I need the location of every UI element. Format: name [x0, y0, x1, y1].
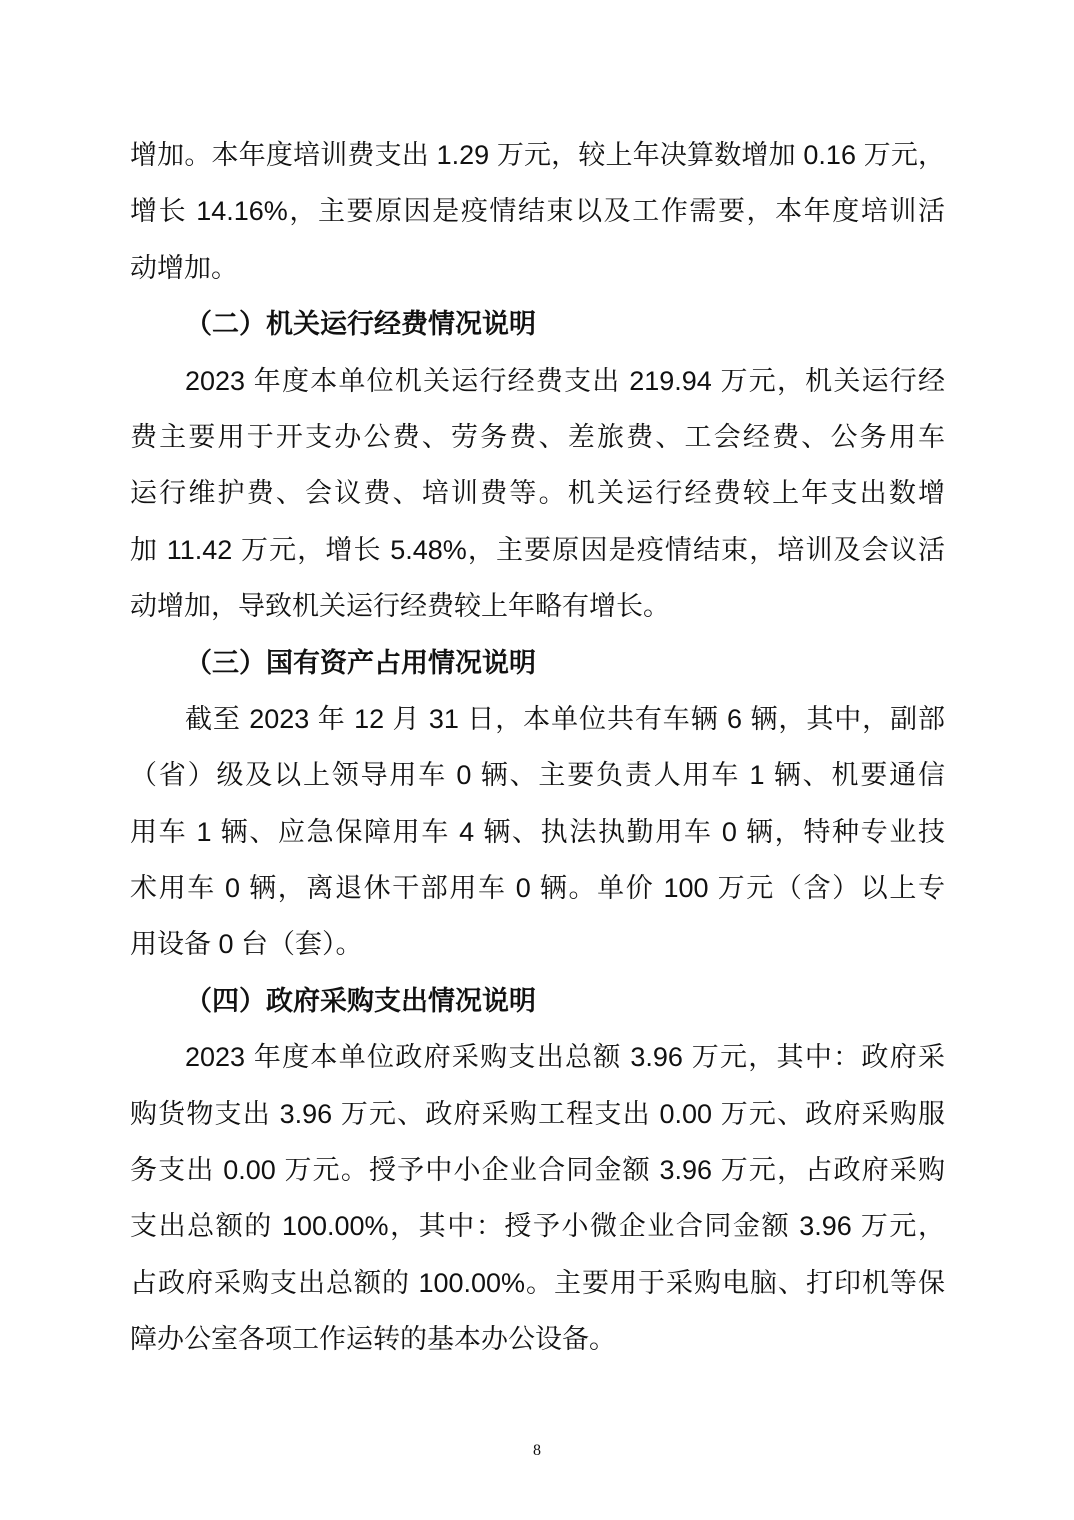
section-heading: （三）国有资产占用情况说明 — [185, 647, 536, 678]
text-line: 购货物支出 3.96 万元、政府采购工程支出 0.00 万元、政府采购服 — [130, 1098, 945, 1129]
text-line: 加 11.42 万元，增长 5.48%，主要原因是疫情结束，培训及会议活 — [130, 534, 945, 565]
section-heading: （四）政府采购支出情况说明 — [185, 985, 536, 1016]
text-line: 务支出 0.00 万元。授予中小企业合同金额 3.96 万元，占政府采购 — [130, 1155, 945, 1186]
text-line: 支出总额的 100.00%，其中：授予小微企业合同金额 3.96 万元， — [130, 1211, 945, 1242]
text-line: （省）级及以上领导用车 0 辆、主要负责人用车 1 辆、机要通信 — [130, 760, 945, 791]
text-line: 用车 1 辆、应急保障用车 4 辆、执法执勤用车 0 辆，特种专业技 — [130, 816, 945, 847]
text-line: 动增加。 — [130, 252, 238, 283]
text-line: 障办公室各项工作运转的基本办公设备。 — [130, 1324, 616, 1355]
text-line: 术用车 0 辆，离退休干部用车 0 辆。单价 100 万元（含）以上专 — [130, 873, 945, 904]
page-number: 8 — [533, 1442, 541, 1459]
text-line: 截至 2023 年 12 月 31 日，本单位共有车辆 6 辆，其中，副部 — [185, 703, 945, 734]
text-line: 动增加，导致机关运行经费较上年略有增长。 — [130, 591, 670, 622]
text-line: 增加。本年度培训费支出 1.29 万元，较上年决算数增加 0.16 万元， — [130, 140, 945, 170]
text-line: 增长 14.16%，主要原因是疫情结束以及工作需要，本年度培训活 — [130, 196, 945, 227]
section-heading: （二）机关运行经费情况说明 — [185, 309, 536, 340]
text-line: 2023 年度本单位机关运行经费支出 219.94 万元，机关运行经 — [185, 365, 945, 396]
text-line: 运行维护费、会议费、培训费等。机关运行经费较上年支出数增 — [130, 478, 945, 509]
text-line: 占政府采购支出总额的 100.00%。主要用于采购电脑、打印机等保 — [130, 1267, 945, 1298]
document-body — [130, 127, 945, 1368]
text-line: 2023 年度本单位政府采购支出总额 3.96 万元，其中：政府采 — [185, 1042, 945, 1073]
text-line: 费主要用于开支办公费、劳务费、差旅费、工会经费、公务用车 — [130, 421, 945, 452]
text-line: 用设备 0 台（套）。 — [130, 929, 363, 960]
